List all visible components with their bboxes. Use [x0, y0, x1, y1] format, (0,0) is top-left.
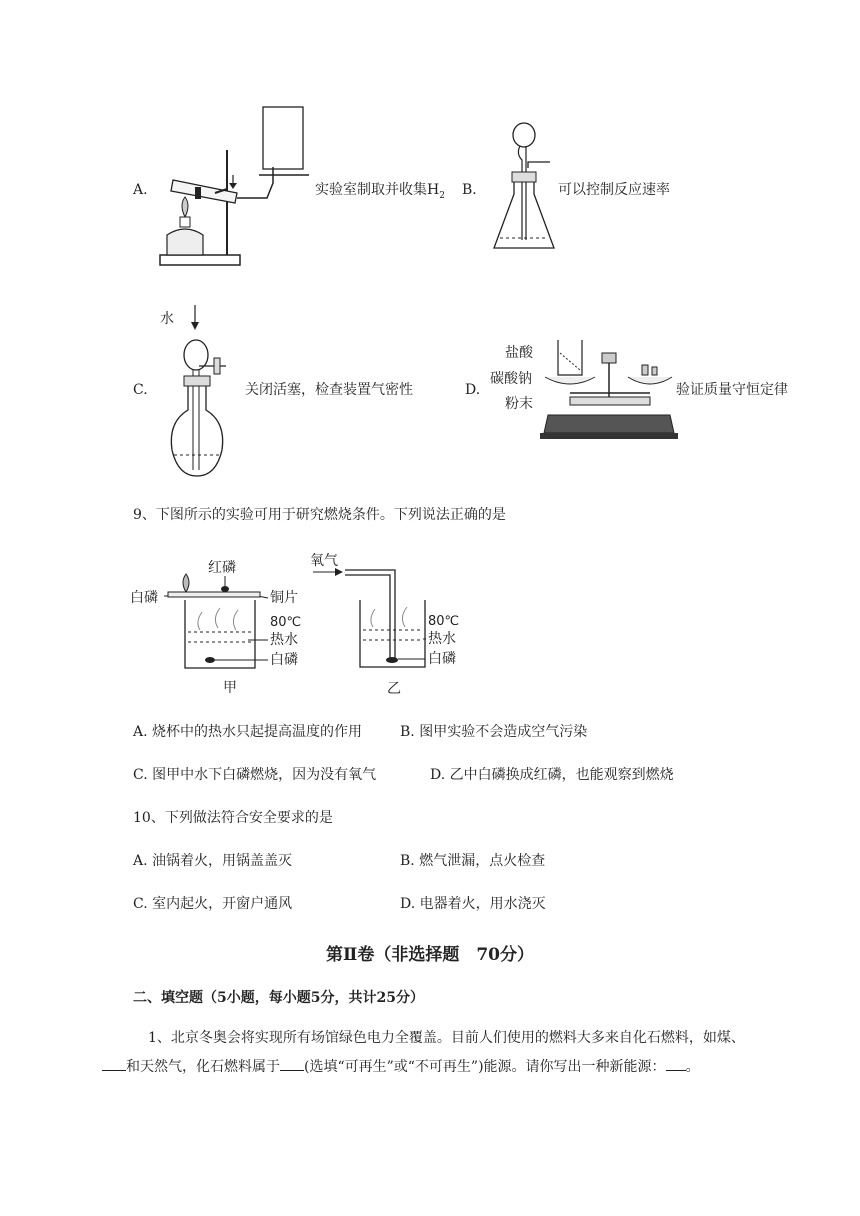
blank-1[interactable] — [102, 1056, 126, 1071]
q10-question: 10、下列做法符合安全要求的是 — [133, 810, 333, 826]
jia-copper-label: 铜片 — [270, 590, 298, 606]
label-hydrochloric-acid: 盐酸 — [505, 345, 533, 361]
q10-option-c: C. 室内起火，开窗户通风 — [133, 896, 293, 912]
q9-option-c: C. 图甲中水下白磷燃烧，因为没有氧气 — [133, 767, 377, 783]
q10-option-d: D. 电器着火，用水浇灭 — [400, 896, 546, 912]
q9-option-a: A. 烧杯中的热水只起提高温度的作用 — [133, 724, 363, 740]
q9-question: 9、下图所示的实验可用于研究燃烧条件。下列说法正确的是 — [133, 507, 506, 523]
fill-q1-line1: 1、北京冬奥会将实现所有场馆绿色电力全覆盖。目前人们使用的燃料大多来自化石燃料，如煤、 — [148, 1030, 745, 1046]
q9-option-d: D. 乙中白磷换成红磷，也能观察到燃烧 — [430, 767, 674, 783]
option-b-text: 可以控制反应速率 — [558, 182, 670, 198]
q10-option-a: A. 油锅着火，用锅盖盖灭 — [133, 853, 293, 869]
jia-red-phosphorus-label: 红磷 — [208, 560, 236, 576]
figure-jia — [130, 552, 310, 702]
option-d-letter: D. — [465, 382, 481, 398]
yi-oxygen-label: 氧气 — [310, 553, 338, 569]
label-powder: 粉末 — [505, 396, 533, 412]
label-sodium-carbonate: 碳酸钠 — [490, 371, 532, 387]
jia-white-phosphorus-bottom-label: 白磷 — [270, 652, 298, 668]
yi-temp-label: 80℃ — [428, 614, 460, 629]
q9-option-b: B. 图甲实验不会造成空气污染 — [400, 724, 588, 740]
jia-temp-label: 80℃ — [270, 615, 302, 630]
section-2-subtitle: 二、填空题（5小题，每小题5分，共计25分） — [133, 990, 424, 1006]
blank-2[interactable] — [280, 1056, 304, 1071]
water-label: 水 — [160, 311, 174, 327]
section-2-title: 第Ⅱ卷（非选择题 70分） — [326, 945, 534, 965]
yi-hot-water-label: 热水 — [428, 631, 456, 647]
yi-white-phosphorus-label: 白磷 — [428, 651, 456, 667]
option-a-text: 实验室制取并收集$H_2$ — [315, 182, 445, 201]
apparatus-b-figure — [490, 120, 560, 260]
fill-q1-line2: 和天然气，化石燃料属于 (选填“可再生”或“不可再生”)能源。请你写出一种新能源： 。 — [102, 1056, 700, 1077]
option-d-text: 验证质量守恒定律 — [676, 382, 788, 398]
option-a-letter: A. — [133, 182, 148, 198]
jia-hot-water-label: 热水 — [270, 632, 298, 648]
blank-3[interactable] — [666, 1056, 686, 1071]
jia-caption: 甲 — [223, 680, 237, 696]
option-c-letter: C. — [133, 382, 148, 398]
apparatus-a-figure — [155, 105, 315, 275]
apparatus-c-figure — [170, 300, 250, 480]
q10-option-b: B. 燃气泄漏，点火检查 — [400, 853, 546, 869]
apparatus-d-balance — [540, 335, 680, 445]
figure-yi — [305, 545, 475, 705]
option-b-letter: B. — [462, 182, 477, 198]
jia-white-phosphorus-top-label: 白磷 — [130, 590, 158, 606]
option-c-text: 关闭活塞，检查装置气密性 — [245, 382, 413, 398]
yi-caption: 乙 — [387, 681, 401, 697]
